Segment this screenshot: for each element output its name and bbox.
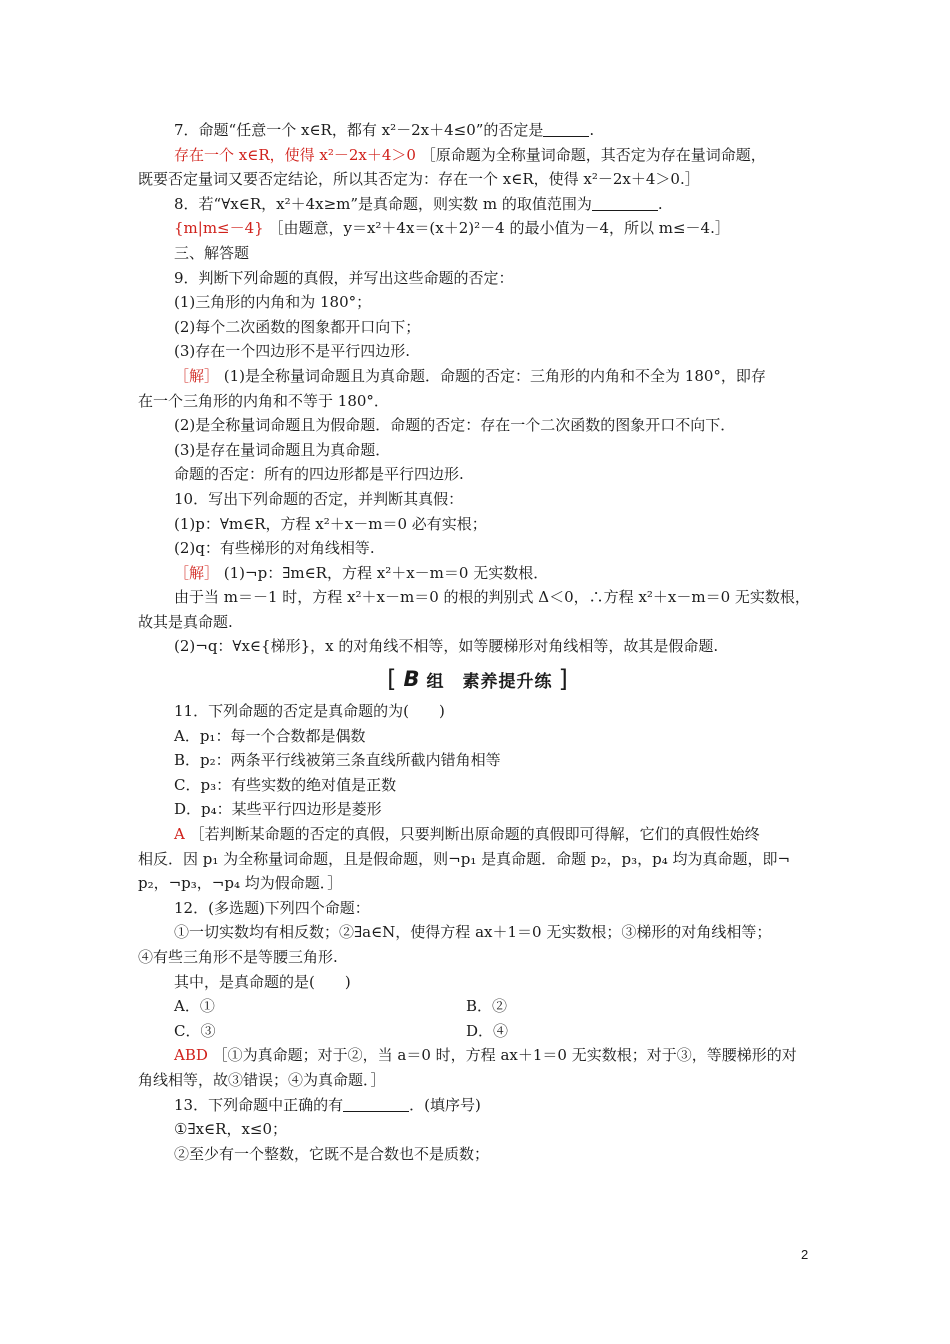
q11-explain: 相反．因 p₁ 为全称量词命题，且是假命题，则¬p₁ 是真命题．命题 p₂，p₃，p₄ 均为真命题，即¬ bbox=[138, 849, 791, 868]
q9-item: (2)每个二次函数的图象都开口向下； bbox=[174, 317, 421, 336]
q9-item: (3)存在一个四边形不是平行四边形. bbox=[174, 342, 411, 361]
q10-solution-line: 由于当 m＝－1 时，方程 x²＋x－m＝0 的根的判别式 Δ＜0，∴方程 x²＋x－m＝0 无实数根， bbox=[174, 588, 810, 607]
answer-blank bbox=[592, 196, 658, 211]
q8-answer-line: {m|m≤－4} ［由题意，y＝x²＋4x＝(x＋2)²－4 的最小值为－4，所以 m≤－4.］ bbox=[174, 219, 730, 238]
answer-blank bbox=[343, 1097, 409, 1112]
answer-blank bbox=[543, 122, 589, 137]
q12-option: C．③ bbox=[174, 1021, 216, 1040]
q13-item: ②至少有一个整数，它既不是合数也不是质数； bbox=[174, 1144, 490, 1163]
q8-answer: {m|m≤－4} bbox=[174, 219, 264, 238]
q12-line: 其中，是真命题的是( ) bbox=[174, 972, 351, 991]
q9-solution-line: 在一个三角形的内角和不等于 180°． bbox=[138, 391, 389, 410]
q8-stem: 8．若“∀x∈R，x²＋4x≥m”是真命题，则实数 m 的取值范围为 . bbox=[174, 194, 663, 213]
q11-option: A．p₁：每一个合数都是偶数 bbox=[174, 726, 366, 745]
group-b-header: [ B 组 素养提升练 ] bbox=[387, 665, 569, 694]
q12-option: D．④ bbox=[466, 1021, 509, 1040]
q12-line: ①一切实数均有相反数；②∃a∈N，使得方程 ax＋1＝0 无实数根；③梯形的对角线相等； bbox=[174, 923, 772, 942]
group-b-title: 组 素养提升练 bbox=[426, 671, 553, 692]
q9-solution-line: (2)是全称量词命题且为假命题．命题的否定：存在一个二次函数的图象开口不向下． bbox=[174, 416, 736, 435]
group-b-badge: B bbox=[403, 667, 421, 692]
q9-item: (1)三角形的内角和为 180°； bbox=[174, 293, 372, 312]
q12-options-row bbox=[138, 1019, 818, 1044]
q9-stem: 9．判断下列命题的真假，并写出这些命题的否定： bbox=[174, 268, 514, 287]
q7-answer-line: 存在一个 x∈R，使得 x²－2x＋4＞0 ［原命题为全称量词命题，其否定为存在量词命题， bbox=[174, 145, 766, 164]
q11-stem: 11．下列命题的否定是真命题的为( ) bbox=[174, 702, 445, 721]
q11-option: C．p₃：有些实数的绝对值是正数 bbox=[174, 775, 397, 794]
q7-stem: 7．命题“任意一个 x∈R，都有 x²－2x＋4≤0”的否定是 . bbox=[174, 121, 595, 139]
solution-tag: ［解］ bbox=[174, 563, 220, 582]
q12-answer-line: ABD ［①为真命题；对于②，当 a＝0 时，方程 ax＋1＝0 无实数根；对于③，等腰梯形的对 bbox=[174, 1046, 797, 1065]
q10-solution-line: (2)¬q：∀x∈{梯形}，x 的对角线不相等，如等腰梯形对角线相等，故其是假命题. bbox=[174, 637, 719, 656]
q12-option: B．② bbox=[466, 997, 508, 1016]
q9-solution-line: (3)是存在量词命题且为真命题． bbox=[174, 440, 391, 459]
section-title: 三、解答题 bbox=[174, 243, 250, 262]
q11-answer-line: A ［若判断某命题的否定的真假，只要判断出原命题的真假即可得解，它们的真假性始终 bbox=[174, 825, 760, 844]
q12-answer: ABD bbox=[174, 1046, 208, 1065]
q10-solution-line: ［解］ (1)¬p：∃m∈R，方程 x²＋x－m＝0 无实数根． bbox=[174, 563, 549, 582]
q12-option: A．① bbox=[174, 997, 215, 1016]
q7-answer: 存在一个 x∈R，使得 x²－2x＋4＞0 bbox=[174, 145, 416, 164]
q10-solution-line: 故其是真命题. bbox=[138, 612, 233, 631]
page-content bbox=[138, 118, 818, 1166]
q10-item: (2)q：有些梯形的对角线相等. bbox=[174, 539, 375, 558]
q9-solution-line: ［解］ (1)是全称量词命题且为真命题．命题的否定：三角形的内角和不全为 180°，即存 bbox=[174, 366, 766, 385]
q10-stem: 10．写出下列命题的否定，并判断其真假： bbox=[174, 489, 464, 508]
q11-option: D．p₄：某些平行四边形是菱形 bbox=[174, 800, 382, 819]
page-number: 2 bbox=[801, 1247, 809, 1262]
q13-item: ①∃x∈R，x≤0； bbox=[174, 1120, 288, 1139]
q12-line: ④有些三角形不是等腰三角形. bbox=[138, 948, 338, 966]
q12-explain: 角线相等，故③错误；④为真命题．］ bbox=[138, 1070, 386, 1089]
q12-stem: 12．(多选题)下列四个命题： bbox=[174, 898, 370, 917]
solution-tag: ［解］ bbox=[174, 366, 220, 385]
q11-option: B．p₂：两条平行线被第三条直线所截内错角相等 bbox=[174, 751, 501, 770]
q11-explain: p₂，¬p₃，¬p₄ 均为假命题．］ bbox=[138, 874, 343, 893]
q11-answer: A bbox=[174, 825, 185, 844]
q13-stem: 13．下列命题中正确的有 ．(填序号) bbox=[174, 1095, 481, 1114]
q9-solution-line: 命题的否定：所有的四边形都是平行四边形. bbox=[174, 465, 464, 484]
q12-options-row bbox=[138, 994, 818, 1019]
q7-explain: 既要否定量词又要否定结论，所以其否定为：存在一个 x∈R，使得 x²－2x＋4＞0.］ bbox=[138, 170, 700, 189]
q10-item: (1)p：∀m∈R，方程 x²＋x－m＝0 必有实根； bbox=[174, 514, 487, 533]
